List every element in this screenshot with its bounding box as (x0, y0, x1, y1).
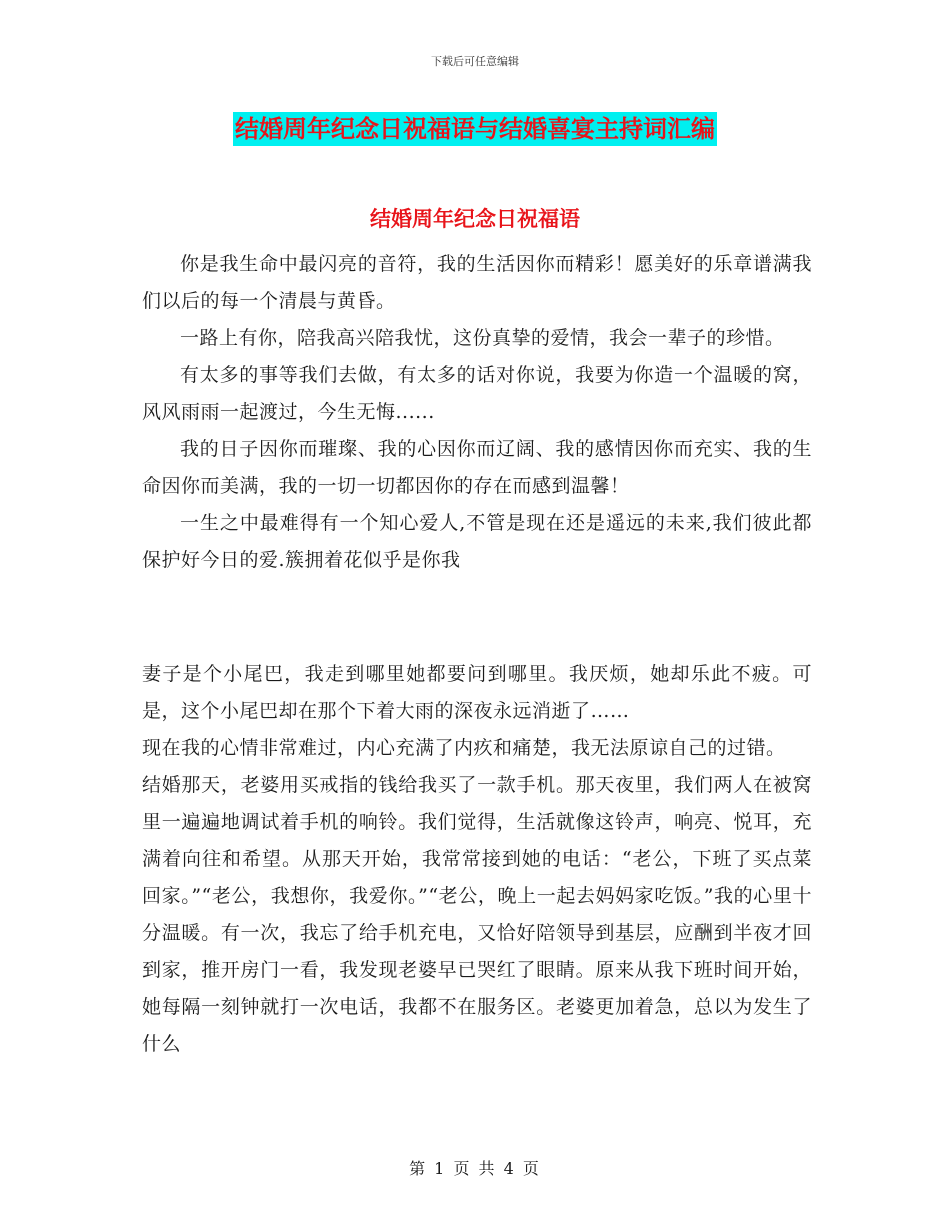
paragraph: 你是我生命中最闪亮的音符，我的生活因你而精彩！愿美好的乐章谱满我们以后的每一个清晨与黄昏。 (142, 253, 812, 312)
document-title: 结婚周年纪念日祝福语与结婚喜宴主持词汇编 (233, 112, 717, 146)
story-section (142, 656, 812, 1063)
paragraph: 一生之中最难得有一个知心爱人,不管是现在还是遥远的未来,我们彼此都保护好今日的爱.簇拥着花似乎是你我 (142, 512, 812, 571)
blessings-section (142, 246, 812, 579)
section-title: 结婚周年纪念日祝福语 (370, 207, 580, 231)
paragraph: 妻子是个小尾巴，我走到哪里她都要问到哪里。我厌烦，她却乐此不疲。可是，这个小尾巴却在那个下着大雨的深夜永远消逝了…… (142, 663, 812, 722)
paragraph: 我的日子因你而璀璨、我的心因你而辽阔、我的感情因你而充实、我的生命因你而美满，我的一切一切都因你的存在而感到温馨！ (142, 438, 812, 497)
paragraph: 结婚那天，老婆用买戒指的钱给我买了一款手机。那天夜里，我们两人在被窝里一遍遍地调试着手机的响铃。我们觉得，生活就像这铃声，响亮、悦耳，充满着向往和希望。从那天开始，我常常接到她的电话：“老公，下班了买点菜回家。”“老公，我想你，我爱你。”“老公，晚上一起去妈妈家吃饭。”我的心里十分温暖。有一次，我忘了给手机充电，又恰好陪领导到基层，应酬到半夜才回到家，推开房门一看，我发现老婆早已哭红了眼睛。原来从我下班时间开始，她每隔一刻钟就打一次电话，我都不在服务区。老婆更加着急，总以为发生了什么 (142, 774, 812, 1055)
paragraph: 一路上有你，陪我高兴陪我忧，这份真挚的爱情，我会一辈子的珍惜。 (180, 327, 785, 349)
page-header-note: 下载后可任意编辑 (431, 55, 519, 68)
paragraph: 现在我的心情非常难过，内心充满了内疚和痛楚，我无法原谅自己的过错。 (142, 737, 786, 759)
page-indicator: 第 1 页 共 4 页 (409, 1159, 541, 1178)
paragraph: 有太多的事等我们去做，有太多的话对你说，我要为你造一个温暖的窝，风风雨雨一起渡过，今生无悔...... (142, 364, 812, 423)
